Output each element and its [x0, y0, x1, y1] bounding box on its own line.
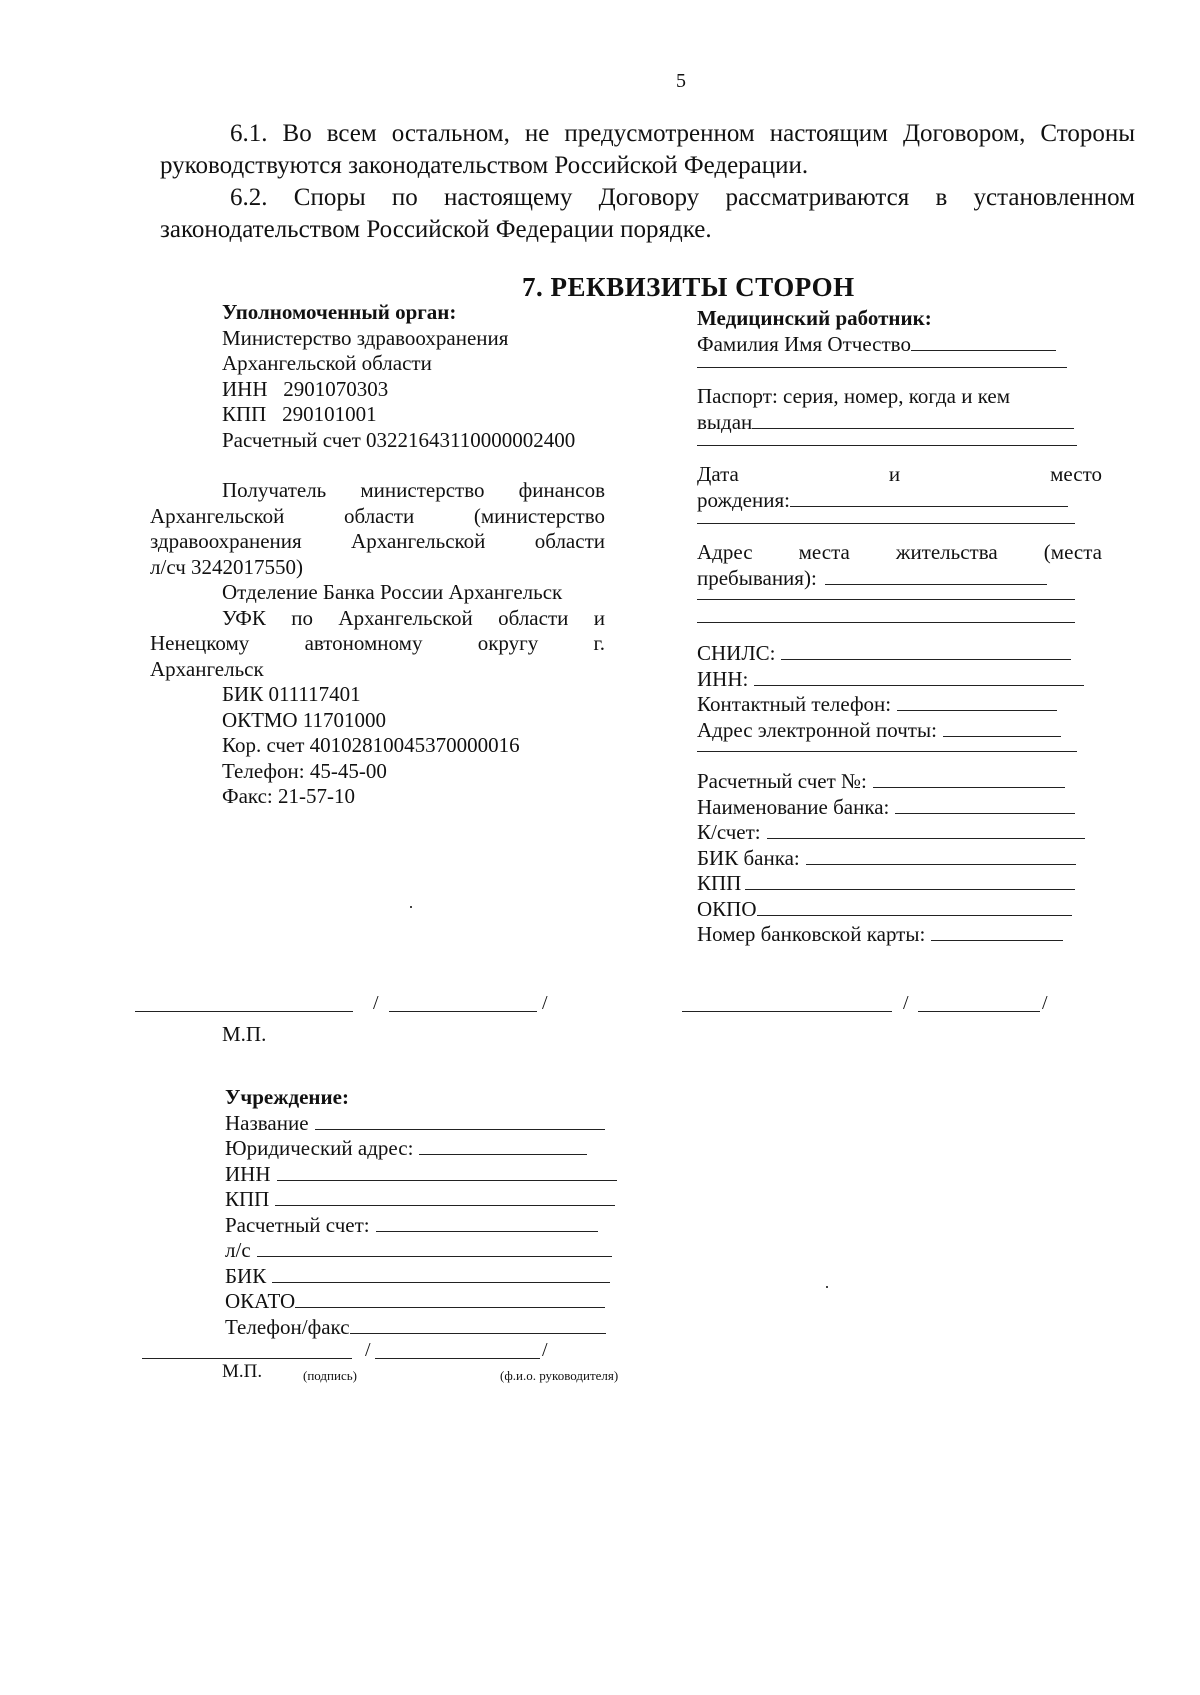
worker-inn-field[interactable] [754, 668, 1084, 686]
institution-bik-field[interactable] [272, 1265, 610, 1283]
worker-address-line-2[interactable] [697, 599, 1075, 600]
institution-signature-slash: / [365, 1339, 371, 1361]
director-name-caption: (ф.и.о. руководителя) [500, 1368, 619, 1383]
institution-phone-row: Телефон/факс [225, 1315, 625, 1341]
worker-kpp-field[interactable] [745, 872, 1075, 890]
authority-name-2: Архангельской области [222, 351, 432, 375]
worker-snils-field[interactable] [781, 642, 1071, 660]
worker-signature-slash-end: / [1042, 992, 1048, 1014]
worker-fio-field[interactable] [911, 333, 1056, 351]
authority-recipient: Получатель министерство финансов [222, 478, 605, 502]
clause-6-1-cont: руководствуются законодательством Российской Федерации. [160, 152, 809, 179]
worker-passport-field[interactable] [752, 411, 1074, 429]
institution-okato-row: ОКАТО [225, 1289, 625, 1315]
authority-corr-account: Кор. счет 40102810045370000016 [222, 733, 520, 757]
authority-recipient-3: здравоохранения Архангельской области [150, 529, 605, 553]
authority-account: Расчетный счет 03221643110000002400 [222, 427, 576, 452]
worker-email-field[interactable] [943, 719, 1061, 737]
institution-kpp-row: КПП [225, 1187, 625, 1213]
worker-corr-field[interactable] [767, 821, 1085, 839]
worker-address-row: пребывания): [697, 566, 1102, 592]
institution-ls-row: л/с [225, 1238, 625, 1264]
authority-inn: ИНН 2901070303 [222, 376, 389, 401]
signature-caption: (подпись) [303, 1368, 357, 1383]
institution-okato-field[interactable] [295, 1290, 605, 1308]
worker-birth-field[interactable] [790, 489, 1068, 507]
worker-bank-field[interactable] [895, 796, 1075, 814]
institution-phone-field[interactable] [350, 1316, 606, 1334]
authority-signature-slash-end: / [542, 992, 548, 1014]
authority-bik: БИК 011117401 [222, 682, 361, 706]
authority-signature-line[interactable] [135, 1011, 353, 1012]
authority-signature-slash: / [373, 992, 379, 1014]
institution-signature-slash-end: / [542, 1339, 548, 1361]
worker-signature-slash: / [903, 992, 909, 1014]
institution-address-row: Юридический адрес: [225, 1136, 625, 1162]
worker-okpo-field[interactable] [757, 898, 1072, 916]
page-number: 5 [676, 70, 686, 92]
institution-name-line[interactable] [375, 1358, 540, 1359]
speck [410, 906, 412, 908]
worker-passport: Паспорт: серия, номер, когда и кем [697, 384, 1011, 408]
worker-corr-row: К/счет: [697, 820, 1102, 846]
worker-address-line-3[interactable] [697, 622, 1075, 623]
authority-phone: Телефон: 45-45-00 [222, 758, 387, 783]
institution-name-row: Название [225, 1111, 625, 1137]
section-title: 7. РЕКВИЗИТЫ СТОРОН [522, 272, 855, 302]
speck [826, 1286, 828, 1288]
authority-kpp: КПП 290101001 [222, 402, 377, 426]
clause-6-2: 6.2. Споры по настоящему Договору рассматриваются в установленном [230, 184, 1135, 211]
institution-stamp: М.П. [222, 1361, 263, 1382]
authority-oktmo: ОКТМО 11701000 [222, 707, 387, 732]
worker-birth-row: рождения: [697, 488, 1102, 514]
institution-signature-line[interactable] [142, 1358, 352, 1359]
worker-signature-line[interactable] [682, 1011, 892, 1012]
worker-account-row: Расчетный счет №: [697, 769, 1102, 795]
authority-bank: Отделение Банка России Архангельск [222, 580, 563, 604]
clause-6-2-cont: законодательством Российской Федерации порядке. [160, 216, 712, 243]
authority-fax: Факс: 21-57-10 [222, 784, 355, 808]
worker-bik-row: БИК банка: [697, 846, 1102, 872]
worker-okpo-row: ОКПО [697, 897, 1102, 923]
authority-ufk-2: Ненецкому автономному округу г. [150, 631, 605, 655]
worker-card-field[interactable] [931, 923, 1063, 941]
worker-phone-field[interactable] [897, 693, 1057, 711]
institution-inn-field[interactable] [277, 1163, 617, 1181]
worker-address: Адрес места жительства (места [697, 540, 1102, 564]
worker-account-field[interactable] [873, 770, 1065, 788]
institution-inn-row: ИНН [225, 1162, 625, 1188]
worker-bik-field[interactable] [806, 847, 1076, 865]
worker-birth: Дата и место [697, 462, 1102, 486]
authority-stamp: М.П. [222, 1022, 267, 1046]
authority-heading: Уполномоченный орган: [222, 300, 457, 324]
institution-address-field[interactable] [419, 1137, 587, 1155]
worker-email-row: Адрес электронной почты: [697, 718, 1102, 744]
institution-kpp-field[interactable] [275, 1188, 615, 1206]
authority-block [150, 300, 605, 810]
worker-snils-row: СНИЛС: [697, 641, 1102, 667]
authority-name: Министерство здравоохранения [222, 325, 509, 350]
worker-fio-row: Фамилия Имя Отчество [697, 332, 1102, 358]
worker-kpp-row: КПП [697, 871, 1102, 897]
authority-ufk: УФК по Архангельской области и [222, 605, 605, 630]
institution-bik-row: БИК [225, 1264, 625, 1290]
worker-passport-row: выдан [697, 410, 1102, 436]
worker-name-line[interactable] [918, 1011, 1040, 1012]
authority-recipient-2: Архангельской области (министерство [150, 503, 605, 528]
worker-phone-row: Контактный телефон: [697, 692, 1102, 718]
worker-heading: Медицинский работник: [697, 306, 932, 330]
worker-inn-row: ИНН: [697, 667, 1102, 693]
worker-bank-row: Наименование банка: [697, 795, 1102, 821]
institution-account-field[interactable] [376, 1214, 598, 1232]
authority-name-line[interactable] [389, 1011, 537, 1012]
authority-recipient-4: л/сч 3242017550) [150, 554, 304, 579]
worker-address-field[interactable] [825, 567, 1047, 585]
institution-block [225, 1085, 625, 1340]
worker-card-row: Номер банковской карты: [697, 922, 1102, 948]
clause-6-1: 6.1. Во всем остальном, не предусмотренном настоящим Договором, Стороны [230, 120, 1135, 147]
authority-ufk-3: Архангельск [150, 656, 264, 681]
institution-ls-field[interactable] [257, 1239, 612, 1257]
institution-name-field[interactable] [315, 1112, 605, 1130]
institution-account-row: Расчетный счет: [225, 1213, 625, 1239]
worker-block [697, 306, 1102, 948]
institution-heading: Учреждение: [225, 1085, 349, 1109]
worker-email-line-2[interactable] [697, 751, 1077, 752]
